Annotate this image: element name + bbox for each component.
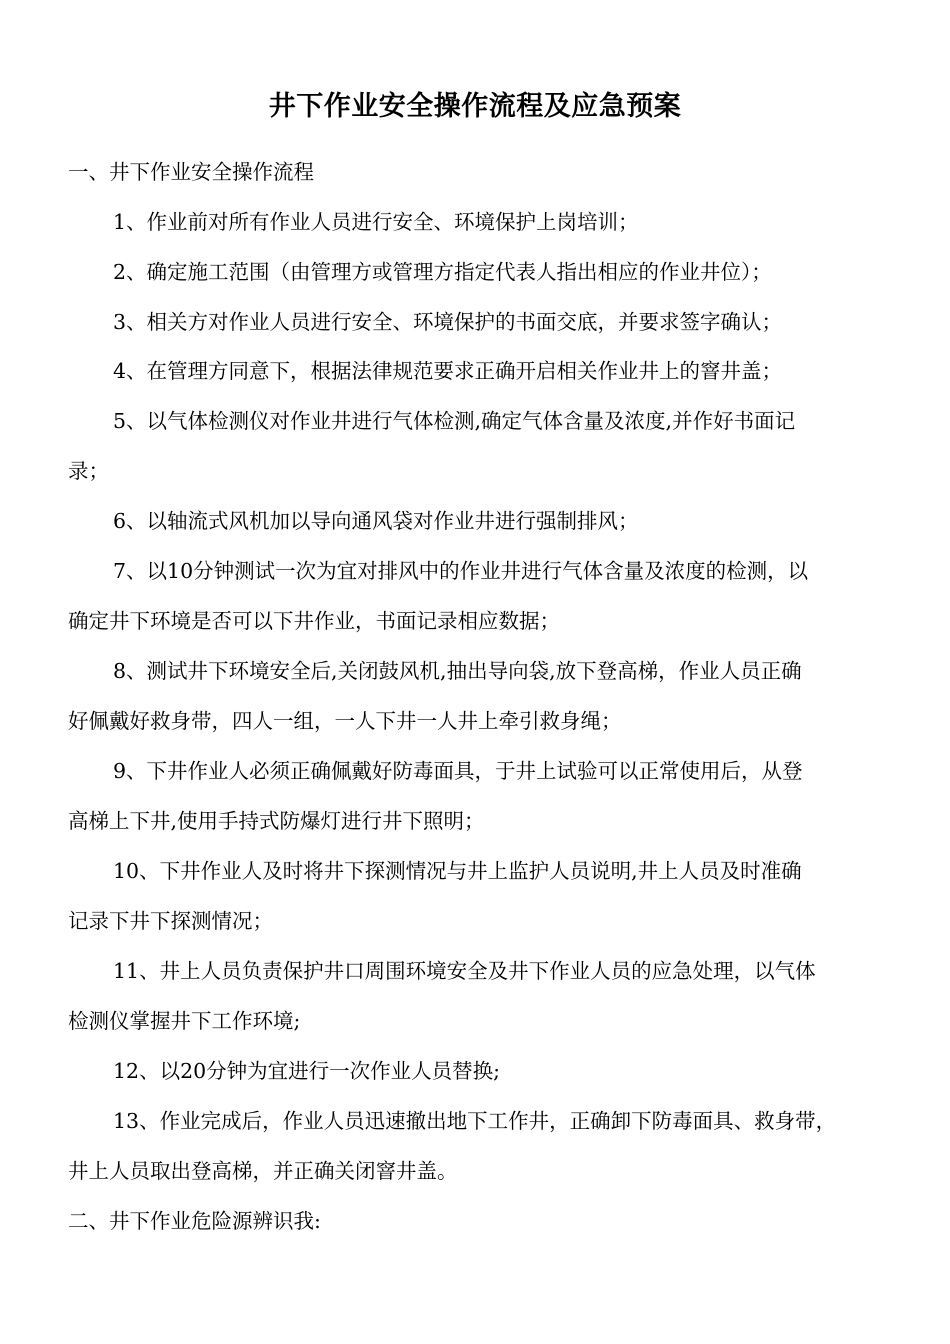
procedure-step-10-line-1: 10、下井作业人及时将井下探测情况与井上监护人员说明,井上人员及时准确 (113, 859, 802, 883)
procedure-step-9-line-1: 9、下井作业人必须正确佩戴好防毒面具，于井上试验可以正常使用后，从登 (113, 759, 803, 783)
procedure-step-12: 12、以20分钟为宜进行一次作业人员替换; (113, 1059, 501, 1083)
section-heading-operation-procedure: 一、井下作业安全操作流程 (68, 160, 314, 184)
procedure-step-6: 6、以轴流式风机加以导向通风袋对作业井进行强制排风； (113, 509, 639, 533)
procedure-step-8-line-1: 8、测试井下环境安全后,关闭鼓风机,抽出导向袋,放下登高梯，作业人员正确 (113, 659, 802, 683)
procedure-step-11-line-1: 11、井上人员负责保护井口周围环境安全及井下作业人员的应急处理，以气体 (113, 959, 816, 983)
document-title: 井下作业安全操作流程及应急预案 (268, 91, 682, 122)
procedure-step-2: 2、确定施工范围（由管理方或管理方指定代表人指出相应的作业井位）； (113, 260, 772, 284)
procedure-step-13-line-2: 井上人员取出登高梯，并正确关闭窨井盖。 (68, 1159, 458, 1183)
procedure-step-7-line-1: 7、以10分钟测试一次为宜对排风中的作业井进行气体含量及浓度的检测，以 (113, 559, 809, 583)
procedure-step-13-line-1: 13、作业完成后，作业人员迅速撤出地下工作井，正确卸下防毒面具、救身带， (113, 1109, 837, 1133)
procedure-step-10-line-2: 记录下井下探测情况； (68, 909, 273, 933)
procedure-step-1: 1、作业前对所有作业人员进行安全、环境保护上岗培训； (113, 210, 639, 234)
procedure-step-5-line-1: 5、以气体检测仪对作业井进行气体检测,确定气体含量及浓度,并作好书面记 (113, 409, 796, 433)
procedure-step-8-line-2: 好佩戴好救身带，四人一组，一人下井一人井上牵引救身绳； (68, 709, 622, 733)
procedure-step-9-line-2: 高梯上下井,使用手持式防爆灯进行井下照明； (68, 809, 485, 833)
procedure-step-3: 3、相关方对作业人员进行安全、环境保护的书面交底，并要求签字确认； (113, 310, 783, 334)
procedure-step-5-line-2: 录； (68, 459, 109, 483)
procedure-step-7-line-2: 确定井下环境是否可以下井作业，书面记录相应数据； (68, 609, 560, 633)
procedure-step-11-line-2: 检测仪掌握井下工作环境; (68, 1009, 301, 1033)
procedure-step-4: 4、在管理方同意下，根据法律规范要求正确开启相关作业井上的窨井盖； (113, 359, 783, 383)
section-heading-hazard-identification: 二、井下作业危险源辨识我: (68, 1209, 321, 1233)
